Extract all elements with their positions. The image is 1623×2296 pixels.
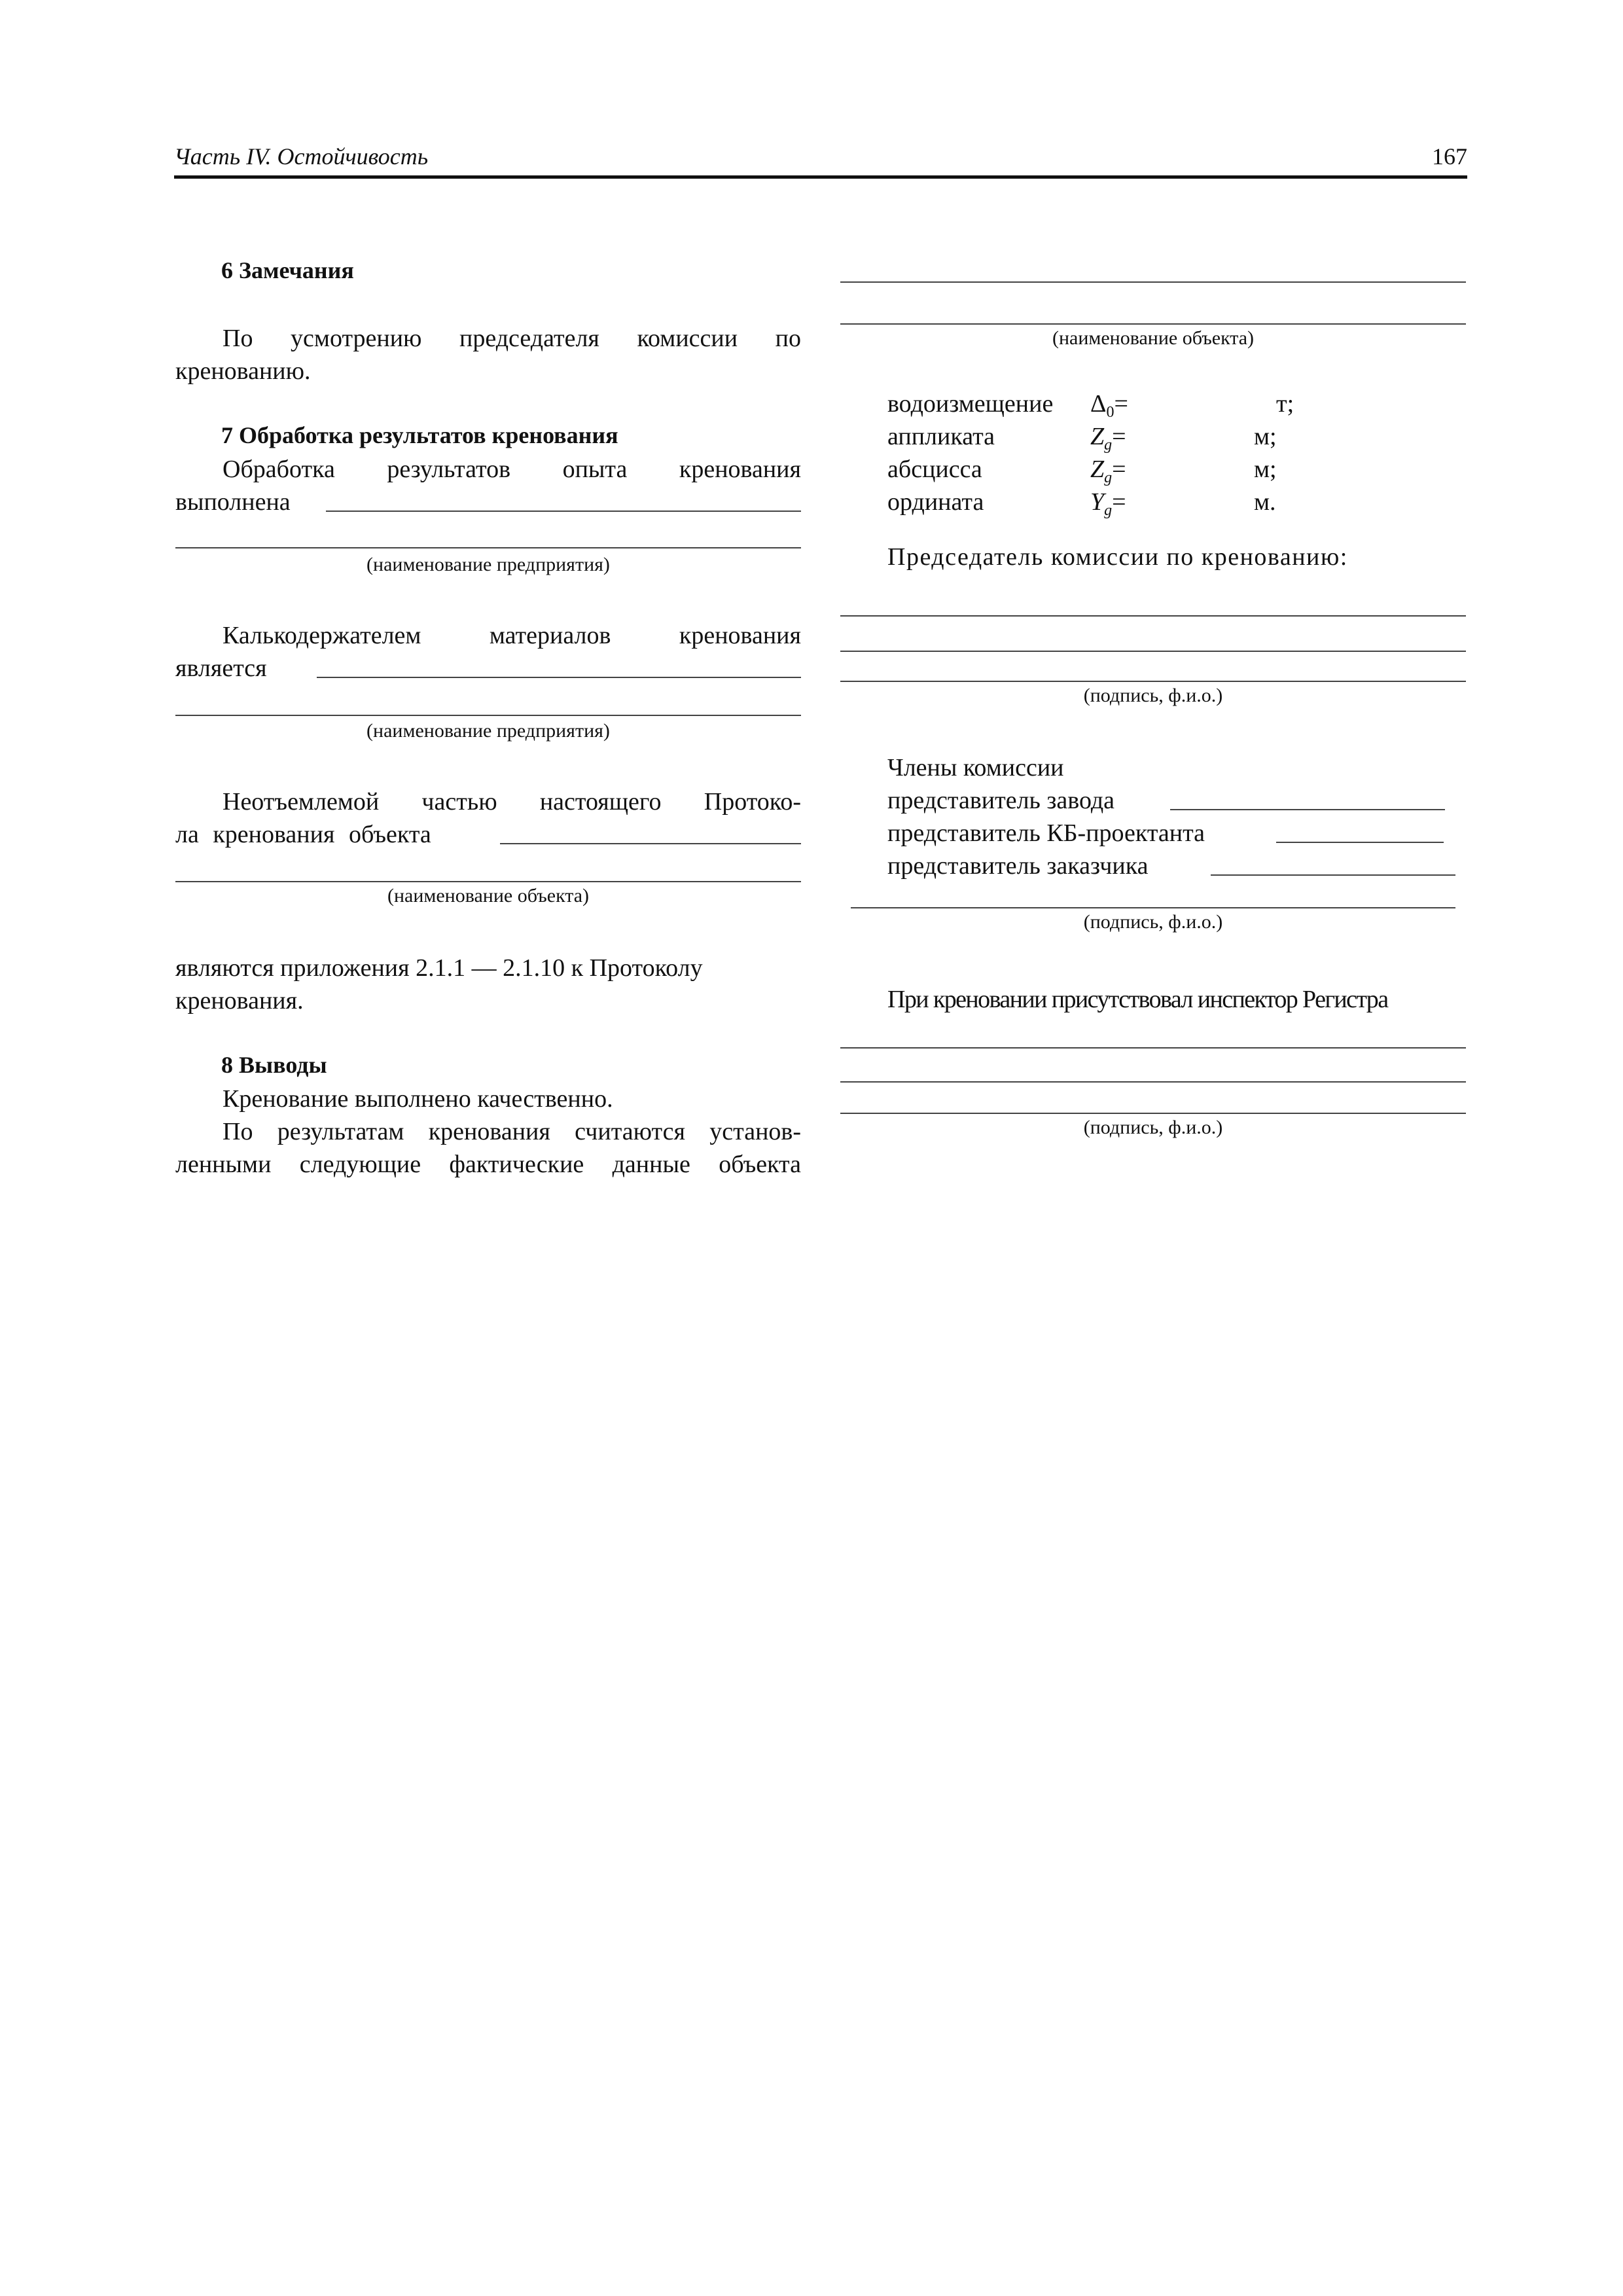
kalko-line-2 xyxy=(175,652,801,685)
chairman-label: Председатель комиссии по кренованию: xyxy=(887,543,1348,571)
section-7-line-1: Обработка результатов опыта кренования xyxy=(223,456,801,483)
section-8-line-2: По результатам кренования считаются установ- xyxy=(223,1118,801,1145)
section-7-line-2-text: выполнена xyxy=(175,488,291,516)
param-name-displacement: водоизмещение xyxy=(887,390,1054,418)
caption-sign-2: (подпись, ф.и.о.) xyxy=(1083,911,1223,933)
running-header: Часть IV. Остойчивость xyxy=(174,143,429,170)
param-eq: = xyxy=(1114,390,1128,418)
chairman-sign-line-3[interactable] xyxy=(840,681,1466,682)
param-unit-applicate: м; xyxy=(1254,423,1277,450)
param-unit-displacement: т; xyxy=(1276,390,1294,418)
object-fill-line-a[interactable] xyxy=(500,843,801,844)
caption-object-left: (наименование объекта) xyxy=(387,885,590,906)
param-eq: = xyxy=(1112,488,1126,516)
param-subscript: g xyxy=(1104,502,1113,519)
neot-line-2 xyxy=(175,818,801,851)
member-design-line[interactable] xyxy=(1276,842,1444,843)
param-symbol: Z xyxy=(1090,456,1105,483)
section-6-line-1: По усмотрению председателя комиссии по xyxy=(223,325,801,352)
members-title: Члены комиссии xyxy=(887,754,1064,781)
object-name-line-2[interactable] xyxy=(840,323,1466,325)
param-symbol-ordinate xyxy=(1090,486,1126,527)
enterprise-fill-line-1b[interactable] xyxy=(175,547,801,548)
inspector-sign-line-1[interactable] xyxy=(840,1047,1466,1049)
member-factory-label: представитель завода xyxy=(887,787,1115,814)
members-sign-line[interactable] xyxy=(851,907,1455,908)
member-customer-label: представитель заказчика xyxy=(887,852,1149,880)
param-symbol: Y xyxy=(1090,488,1105,516)
param-unit-abscissa: м; xyxy=(1254,456,1277,483)
inspector-sign-line-2[interactable] xyxy=(840,1081,1466,1083)
caption-sign-1: (подпись, ф.и.о.) xyxy=(1083,685,1223,706)
section-8-heading: 8 Выводы xyxy=(221,1052,327,1078)
enterprise-fill-line-2b[interactable] xyxy=(175,715,801,716)
chairman-sign-line-1[interactable] xyxy=(840,615,1466,617)
header-rule xyxy=(174,175,1467,179)
caption-enterprise-1: (наименование предприятия) xyxy=(366,554,610,575)
section-6-line-2: кренованию. xyxy=(175,357,311,385)
param-symbol: Z xyxy=(1090,423,1105,450)
neot-line-2-text: ла кренования объекта xyxy=(175,821,431,848)
member-design-label: представитель КБ-проектанта xyxy=(887,819,1205,847)
caption-sign-3: (подпись, ф.и.о.) xyxy=(1083,1117,1223,1138)
param-symbol: Δ xyxy=(1090,390,1107,418)
appendix-line-2: кренования. xyxy=(175,987,304,1014)
caption-enterprise-2: (наименование предприятия) xyxy=(366,720,610,742)
enterprise-fill-line-1a[interactable] xyxy=(326,511,801,512)
param-eq: = xyxy=(1112,456,1126,483)
section-8-line-1: Кренование выполнено качественно. xyxy=(223,1085,613,1113)
member-factory-line[interactable] xyxy=(1170,809,1445,810)
page-number: 167 xyxy=(1432,143,1467,170)
param-subscript: 0 xyxy=(1106,404,1115,421)
section-6-heading: 6 Замечания xyxy=(221,257,354,283)
member-customer-line[interactable] xyxy=(1211,874,1455,876)
inspector-sign-line-3[interactable] xyxy=(840,1113,1466,1114)
param-name-abscissa: абсцисса xyxy=(887,456,982,483)
neot-line-1: Неотъемлемой частью настоящего Протоко- xyxy=(223,788,801,816)
object-fill-line-b[interactable] xyxy=(175,881,801,882)
param-subscript: g xyxy=(1104,437,1113,454)
param-eq: = xyxy=(1112,423,1126,450)
object-name-line-1[interactable] xyxy=(840,281,1466,283)
enterprise-fill-line-2a[interactable] xyxy=(317,677,801,678)
param-name-ordinate: ордината xyxy=(887,488,984,516)
kalko-line-1: Калькодержателем материалов кренования xyxy=(223,622,801,649)
param-unit-ordinate: м. xyxy=(1254,488,1276,516)
section-7-line-2 xyxy=(175,486,801,518)
section-7-heading: 7 Обработка результатов кренования xyxy=(221,422,618,448)
appendix-line-1: являются приложения 2.1.1 — 2.1.10 к Протоколу xyxy=(175,954,703,982)
section-8-line-3: ленными следующие фактические данные объекта xyxy=(175,1151,801,1178)
param-subscript: g xyxy=(1104,469,1113,486)
kalko-line-2-text: является xyxy=(175,655,267,682)
caption-object-right: (наименование объекта) xyxy=(1052,327,1255,349)
inspector-label: При креновании присутствовал инспектор Регистра xyxy=(887,986,1388,1013)
chairman-sign-line-2[interactable] xyxy=(840,651,1466,652)
param-name-applicate: аппликата xyxy=(887,423,995,450)
